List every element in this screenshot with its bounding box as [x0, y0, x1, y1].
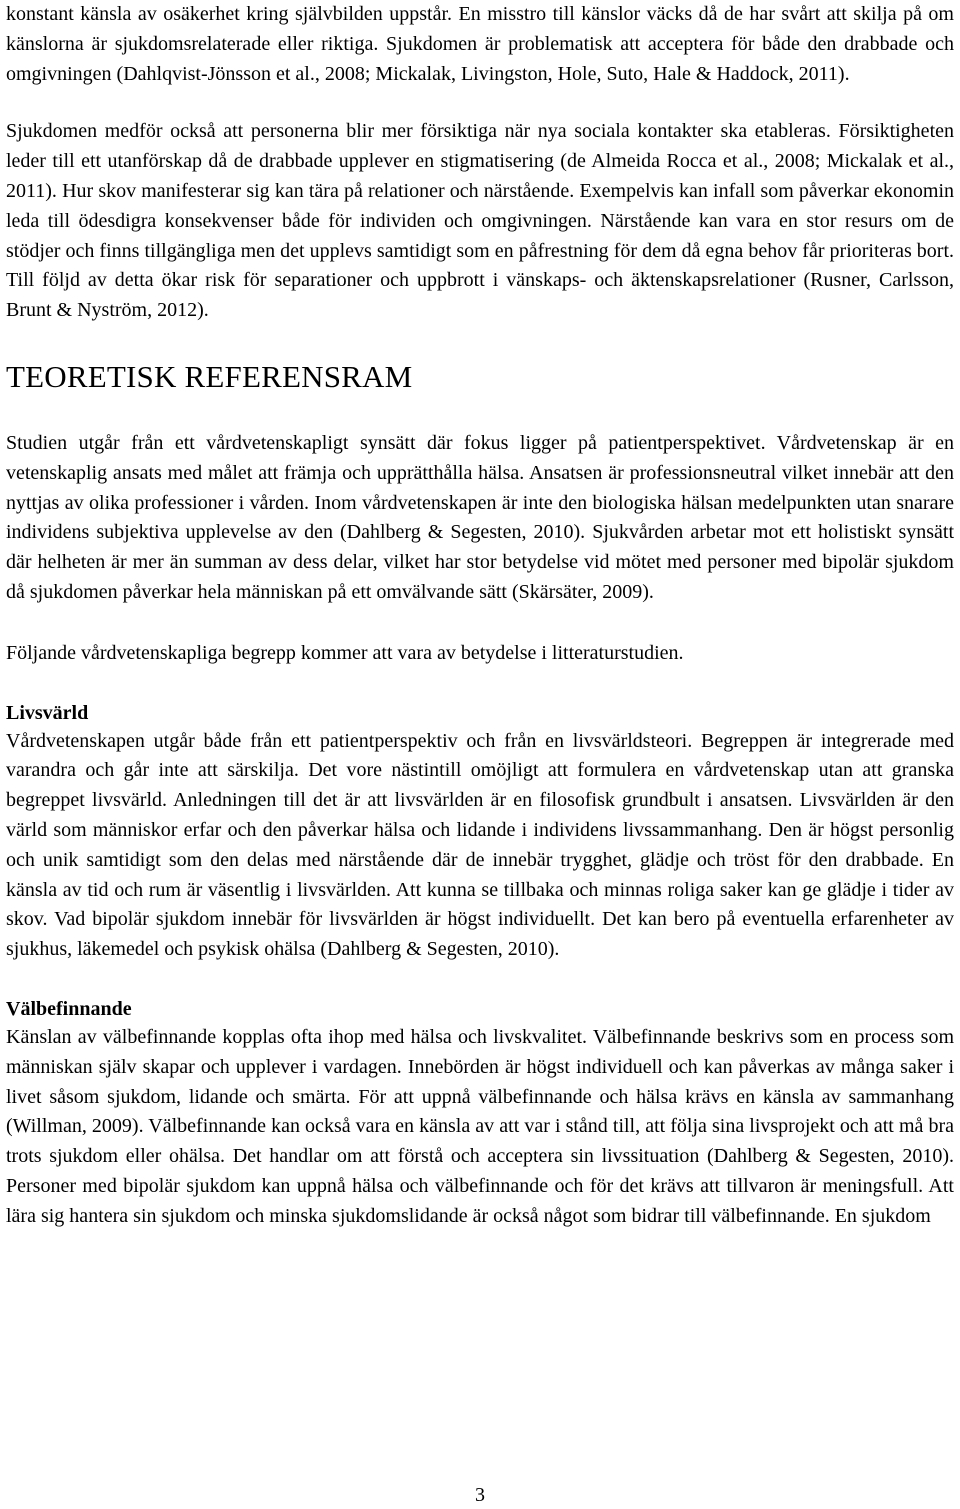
document-page	[6, 0, 954, 1232]
subheading-livsvarld: Livsvärld	[6, 701, 89, 724]
section-heading: TEORETISK REFERENSRAM	[6, 358, 413, 394]
body-paragraph: konstant känsla av osäkerhet kring självbilden uppstår. En misstro till känslor väcks då de har svårt att skilja på om känslorna är sjukdomsrelaterade eller riktiga. Sjukdomen är problematisk att acceptera för både den drabbade och omgivningen (Dahlqvist-Jönsson et al., 2008; Mickalak, Livingston, Hole, Suto, Hale & Haddock, 2011).	[6, 3, 954, 85]
body-paragraph: Följande vårdvetenskapliga begrepp kommer att vara av betydelse i litteraturstudien.	[6, 641, 684, 664]
body-paragraph: Studien utgår från ett vårdvetenskapligt synsätt där fokus ligger på patientperspektivet. Vårdvetenskap är en vetenskaplig ansats med målet att främja och upprätthålla hälsa. Ansatsen är professionsneutral vilket innebär att den nyttjas av olika professioner i vården. Inom vårdvetenskapen är inte den biologiska hälsan medelpunkten utan snarare individens subjektiva upplevelse av den (Dahlberg & Segesten, 2010). Sjukvården arbetar mot ett holistiskt synsätt där helheten är mer än summan av dess delar, vilket har stor betydelse vid mötet med personer med bipolär sjukdom då sjukdomen påverkar hela människan på ett omvälvande sätt (Skärsäter, 2009).	[6, 431, 954, 603]
page-number: 3	[475, 1484, 485, 1506]
body-paragraph: Känslan av välbefinnande kopplas ofta ihop med hälsa och livskvalitet. Välbefinnande beskrivs som en process som människan själv skapar och upplever i vardagen. Innebörden är högst individuell och kan påverkas av många saker i livet såsom sjukdom, lidande och smärta. För att uppnå välbefinnande och hälsa krävs en känsla av sammanhang (Willman, 2009). Välbefinnande kan också vara en känsla av att var i stånd till, att följa sina livsprojekt och att må bra trots sjukdom eller ohälsa. Det handlar om att förstå och acceptera sin livssituation (Dahlberg & Segesten, 2010). Personer med bipolär sjukdom kan uppnå hälsa och välbefinnande och för det krävs att tillvaron är meningsfull. Att lära sig hantera sin sjukdom och minska sjukdomslidande är också något som bidrar till välbefinnande. En sjukdom	[6, 1025, 954, 1227]
subheading-valbefinnande: Välbefinnande	[6, 997, 132, 1020]
body-paragraph: Sjukdomen medför också att personerna blir mer försiktiga när nya sociala kontakter ska etableras. Försiktigheten leder till ett utanförskap då de drabbade upplever en stigmatisering (de Almeida Rocca et al., 2008; Mickalak et al., 2011). Hur skov manifesterar sig kan tära på relationer och närstående. Exempelvis kan infall som påverkar ekonomin leda till ödesdigra konsekvenser både för individen och omgivningen. Närstående kan vara en stor resurs om de stödjer och finns tillgängliga men det upplevs samtidigt som en påfrestning för dem då egna behov får prioriteras bort. Till följd av detta ökar risk för separationer och uppbrott i vänskaps- och äktenskapsrelationer (Rusner, Carlsson, Brunt & Nyström, 2012).	[6, 120, 954, 322]
body-paragraph: Vårdvetenskapen utgår både från ett patientperspektiv och från en livsvärldsteori. Begreppen är integrerade med varandra och går inte att särskilja. Det vore nästintill omöjligt att formulera en vårdvetenskap utan att granska begreppet livsvärld. Anledningen till det är att livsvärlden är en filosofisk grundbult i ansatsen. Livsvärlden är den värld som människor erfar och den påverkar hälsa och lidande i individens livssammanhang. Den är högst personlig och unik samtidigt som den delas med närstående där de innebär trygghet, glädje och tröst för den drabbade. En känsla av tid och rum är väsentlig i livsvärlden. Att kunna se tillbaka och minnas roliga saker kan ge glädje i tider av skov. Vad bipolär sjukdom innebär för livsvärlden är högst individuellt. Det kan bero på eventuella erfarenheter av sjukhus, läkemedel och psykisk ohälsa (Dahlberg & Segesten, 2010).	[6, 729, 954, 961]
